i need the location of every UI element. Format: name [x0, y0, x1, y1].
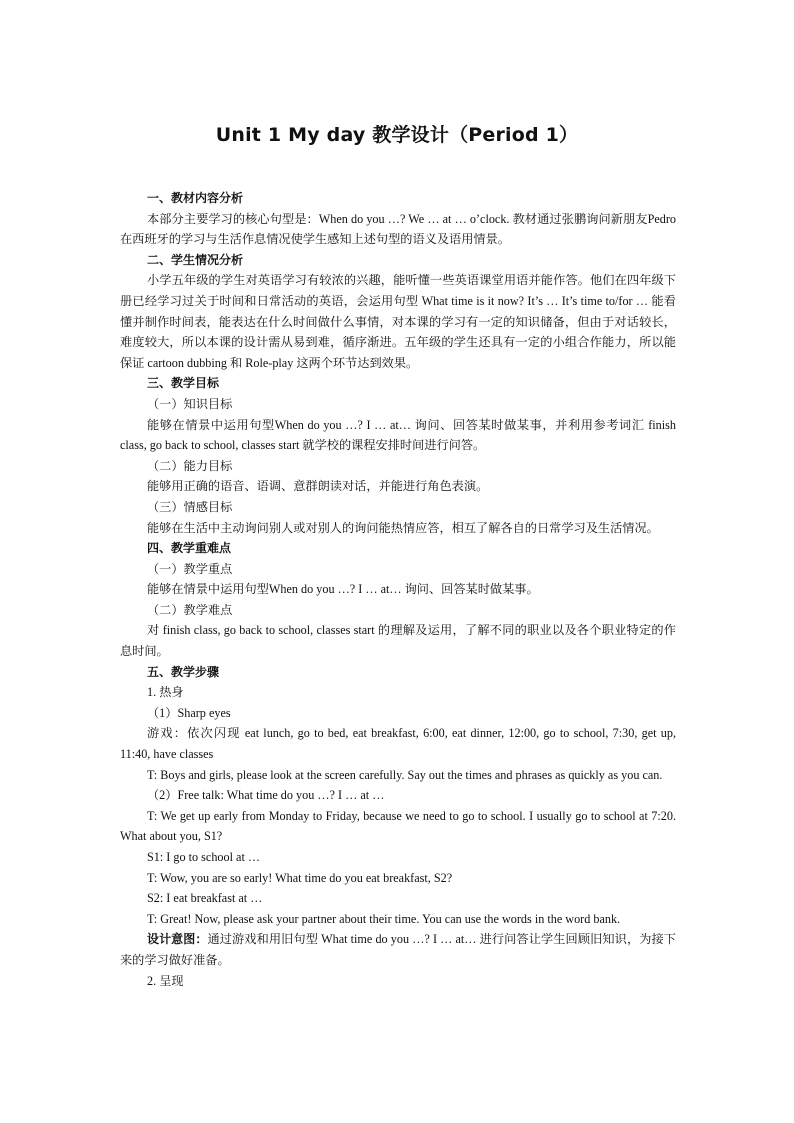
- teacher-line-1: T: Boys and girls, please look at the screen carefully. Say out the times and phrases as quickly as you can.: [147, 767, 663, 782]
- knowledge-objective-label: （一）知识目标: [147, 396, 233, 411]
- section-heading-steps: 五、教学步骤: [147, 664, 220, 679]
- teaching-focus-label: （一）教学重点: [147, 561, 233, 576]
- textbook-analysis-text: When do you …? We … at … o’clock. 教材通过张鹏询问新朋友Pedro在西班牙的学习与生活作息情况使学生感知上述句型的语义及语用情景。: [120, 211, 677, 247]
- student-line-2: S2: I eat breakfast at …: [147, 891, 263, 906]
- teaching-difficulty-label: （二）教学难点: [147, 602, 233, 617]
- section-heading-focus: 四、教学重难点: [147, 541, 232, 556]
- teacher-line-4: T: Great! Now, please ask your partner about their time. You can use the words in the word bank.: [147, 911, 621, 926]
- ability-objective-label: （二）能力目标: [147, 458, 233, 473]
- activity-sharp-eyes: （1）Sharp eyes: [147, 705, 231, 720]
- step-presentation: 2. 呈现: [147, 973, 184, 988]
- section-heading-students: 二、学生情况分析: [147, 252, 244, 267]
- ability-objective-text: 能够用正确的语音、语调、意群朗读对话，并能进行角色表演。: [147, 479, 489, 494]
- student-analysis-paragraph: 小学五年级的学生对英语学习有较浓的兴趣，能听懂一些英语课堂用语并能作答。他们在四年级下册已经学习过关于时间和日常活动的英语，会运用句型 What time is it now? It’s … It’s time to/for … 能看懂并制作时间表，能表达在什么时间做什么事情，对本课的学习有一定的知识储备，但由于对话较长，难度较大，所以本课的设计需从易到难，循序渐进。五年级的学生还具有一定的小组合作能力，所以能保证 cartoon dubbing 和 Role-play 这两个环节达到效果。: [120, 273, 676, 370]
- core-pattern-lead: 本部分主要学习的核心句型是：: [147, 211, 319, 226]
- knowledge-objective-text: 能够在情景中运用句型When do you …? I … at… 询问、回答某时做某事，并利用参考词汇 finish class, go back to school, classes start 就学校的课程安排时间进行问答。: [120, 417, 676, 453]
- document-body: [120, 188, 676, 991]
- student-line-1: S1: I go to school at …: [147, 850, 261, 864]
- section-heading-textbook: 一、教材内容分析: [147, 191, 244, 205]
- teaching-focus-text: 能够在情景中运用句型When do you …? I … at… 询问、回答某时做某事。: [147, 582, 539, 597]
- page-title: Unit 1 My day 教学设计（Period 1）: [215, 124, 579, 146]
- teacher-line-3: T: Wow, you are so early! What time do you eat breakfast, S2?: [147, 870, 453, 885]
- activity-free-talk: （2）Free talk: What time do you …? I … at …: [147, 788, 385, 803]
- design-intent-label: 设计意图：: [147, 932, 208, 947]
- section-heading-objectives: 三、教学目标: [147, 376, 220, 391]
- teaching-difficulty-text: 对 finish class, go back to school, classes start 的理解及运用，了解不同的职业以及各个职业特定的作息时间。: [120, 623, 676, 659]
- design-intent-text: 通过游戏和用旧句型 What time do you …? I … at… 进行问答让学生回顾旧知识，为接下来的学习做好准备。: [120, 932, 676, 967]
- emotion-objective-label: （三）情感目标: [147, 499, 233, 514]
- game-description: 游戏：依次闪现 eat lunch, go to bed, eat breakfast, 6:00, eat dinner, 12:00, go to school, 7:30, get up, 11:40, have classes: [120, 726, 676, 762]
- teacher-line-2: T: We get up early from Monday to Friday, because we need to go to school. I usually go to school at 7:20. What about you, S1?: [120, 808, 676, 844]
- design-intent-paragraph: [120, 929, 676, 970]
- emotion-objective-text: 能够在生活中主动询问别人或对别人的询问能热情应答，相互了解各自的日常学习及生活情况。: [147, 520, 659, 535]
- step-warm-up: 1. 热身: [147, 685, 184, 700]
- textbook-analysis-paragraph: [120, 209, 676, 250]
